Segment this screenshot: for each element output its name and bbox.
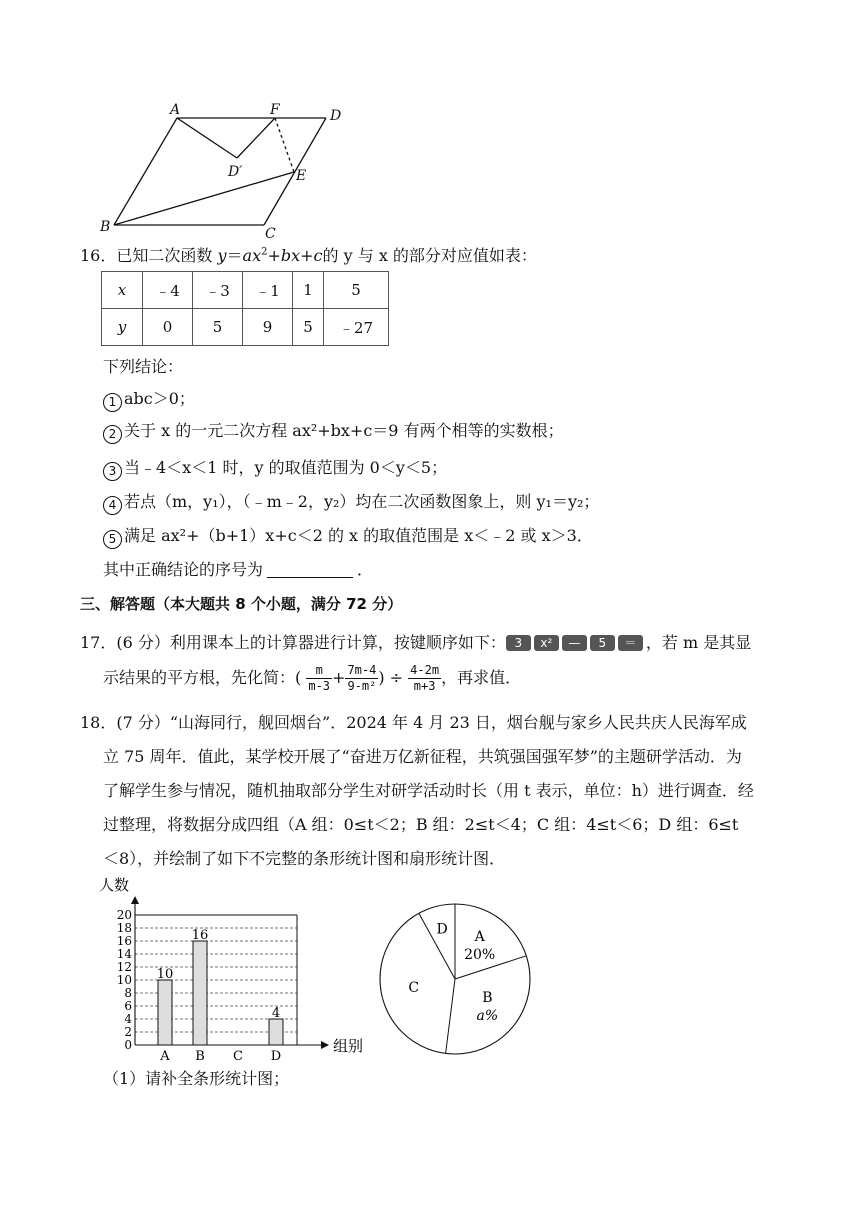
q16-conclusion-5: 5 满足 ax²+（b+1）x+c＜2 的 x 的取值范围是 x＜﹣2 或 x＞3． xyxy=(103,525,593,549)
circled-number: 3 xyxy=(103,462,122,481)
fraction-3: $\frac{4-2m}{m+3}$ xyxy=(410,663,440,693)
bar-D xyxy=(269,1019,283,1045)
calc-key-minus: — xyxy=(562,635,587,651)
parallelogram-figure xyxy=(90,98,360,244)
bar-category-label-A: A xyxy=(160,1049,170,1062)
q17-line-1: 17．(6 分）利用课本上的计算器进行计算，按键顺序如下： 3 x² — 5 ＝ ，若 m 是其显 xyxy=(80,633,752,652)
bar-chart-ytick-label: 10 xyxy=(116,973,132,987)
edge-CD xyxy=(264,118,326,225)
q18-line-4: 过整理，将数据分成四组（A 组：0≤t＜2；B 组：2≤t＜4；C 组：4≤t＜6；D 组：6≤t xyxy=(103,815,739,834)
table-y-cell: 9 xyxy=(243,309,293,346)
bar-chart-ytick-label: 0 xyxy=(124,1038,132,1052)
table-x-cell: ﹣4 xyxy=(143,272,193,309)
bar-chart-ytick-label: 8 xyxy=(124,986,132,1000)
segment-AD-prime xyxy=(177,118,237,158)
q17-line-2: 示结果的平方根，先化简：( $\frac{m}{m-3}$ + $\frac{7m-4}{\text{9-m²}}$ ) ÷ $\frac{4-2m}{m+3}$ ，再求值． xyxy=(103,663,522,693)
calc-key-equals: ＝ xyxy=(618,635,643,651)
bar-chart-ytick-label: 20 xyxy=(116,908,132,922)
table-y-cell: 5 xyxy=(293,309,324,346)
circled-number: 5 xyxy=(103,530,122,549)
fraction-2: $\frac{7m-4}{\text{9-m²}}$ xyxy=(347,663,377,693)
bar-category-label-C: C xyxy=(233,1049,243,1062)
pie-slice-label-D: D xyxy=(436,921,448,938)
pie-slice-label-C: C xyxy=(408,979,420,996)
bar-chart xyxy=(95,872,375,1062)
bar-chart-y-arrow xyxy=(131,896,139,904)
bar-chart-ytick-label: 18 xyxy=(116,921,132,935)
table-x-label: x xyxy=(117,281,127,299)
table-y-cell: 5 xyxy=(193,309,243,346)
q16-conclusion-4: 4 若点（m，y₁），（﹣m﹣2，y₂）均在二次函数图象上，则 y₁＝y₂； xyxy=(103,491,599,515)
table-x-cell: ﹣3 xyxy=(193,272,243,309)
q18-line-2: 立 75 周年．值此，某学校开展了“奋进万亿新征程，共筑强国强军梦”的主题研学活动．为 xyxy=(103,747,742,766)
label-D-prime: D′ xyxy=(228,164,243,180)
bar-chart-ytick-label: 16 xyxy=(116,934,132,948)
bar-data-label-B: 16 xyxy=(191,928,209,943)
segment-FE-dashed xyxy=(275,118,294,172)
table-y-cell: ﹣27 xyxy=(324,309,389,346)
pie-slice-value-A: 20% xyxy=(464,947,496,964)
calc-key-5: 5 xyxy=(590,635,615,651)
bar-B xyxy=(193,941,207,1045)
bar-chart-ytick-label: 2 xyxy=(124,1025,132,1039)
bar-chart-ytick-label: 14 xyxy=(116,947,132,961)
calc-key-3: 3 xyxy=(506,635,531,651)
circled-number: 2 xyxy=(103,425,122,444)
pie-divider-C xyxy=(446,979,455,1053)
bar-chart-x-arrow xyxy=(321,1041,329,1049)
table-y-label: y xyxy=(117,318,127,336)
bar-A xyxy=(158,980,172,1045)
table-x-cell: 5 xyxy=(324,272,389,309)
bar-chart-ylabel: 人数 xyxy=(99,876,130,894)
label-A: A xyxy=(170,102,181,118)
label-D: D xyxy=(330,108,342,124)
bar-chart-ytick-label: 4 xyxy=(124,1012,132,1026)
table-y-cell: 0 xyxy=(143,309,193,346)
table-x-cell: ﹣1 xyxy=(243,272,293,309)
bar-category-label-D: D xyxy=(270,1049,282,1062)
q18-line-5: ＜8），并绘制了如下不完整的条形统计图和扇形统计图． xyxy=(103,849,506,868)
q18-sub-1: （1）请补全条形统计图； xyxy=(103,1069,290,1088)
q16-conclusion-2: 2 关于 x 的一元二次方程 ax²+bx+c＝9 有两个相等的实数根； xyxy=(103,420,564,444)
q16-intro: 下列结论： xyxy=(103,357,184,376)
segment-FD-prime xyxy=(237,118,275,158)
bar-chart-ytick-label: 12 xyxy=(116,960,132,974)
calc-key-square: x² xyxy=(534,635,559,651)
pie-slice-label-A: A xyxy=(474,929,485,946)
table-x-cell: 1 xyxy=(293,272,324,309)
label-C: C xyxy=(265,226,276,242)
label-B: B xyxy=(100,219,111,235)
section-3-title: 三、解答题（本大题共 8 个小题，满分 72 分） xyxy=(80,595,403,613)
pie-slice-label-B: B xyxy=(482,989,493,1006)
circled-number: 4 xyxy=(103,496,122,515)
q18-line-1: 18．(7 分）“山海同行，舰回烟台”．2024 年 4 月 23 日，烟台舰与家乡人民共庆人民海军成 xyxy=(80,713,747,732)
circled-number: 1 xyxy=(103,393,122,412)
label-F: F xyxy=(270,102,280,118)
bar-data-label-A: 10 xyxy=(156,967,174,982)
bar-category-label-B: B xyxy=(195,1049,205,1062)
q16-stem: 16．已知二次函数 $y=ax^2+bx+c$的 y 与 x 的部分对应值如表： xyxy=(80,246,537,265)
bar-data-label-D: 4 xyxy=(271,1006,281,1021)
q16-conclusion-3: 3 当﹣4＜x＜1 时，y 的取值范围为 0＜y＜5； xyxy=(103,457,447,481)
pie-slice-value-B: a% xyxy=(476,1007,499,1024)
q18-line-3: 了解学生参与情况，随机抽取部分学生对研学活动时长（用 t 表示，单位：h）进行调查．经 xyxy=(103,781,754,800)
answer-blank[interactable] xyxy=(267,561,353,578)
q16-answer-line: 其中正确结论的序号为 ． xyxy=(103,560,374,579)
bar-chart-xlabel: 组别 xyxy=(333,1037,364,1055)
q16-conclusion-1: 1 abc＞0； xyxy=(103,388,195,412)
pie-chart xyxy=(375,902,535,1062)
bar-chart-ytick-label: 6 xyxy=(124,999,132,1013)
q16-value-table xyxy=(101,271,389,346)
fraction-1: $\frac{m}{m-3}$ xyxy=(308,663,331,693)
label-E: E xyxy=(296,168,307,184)
